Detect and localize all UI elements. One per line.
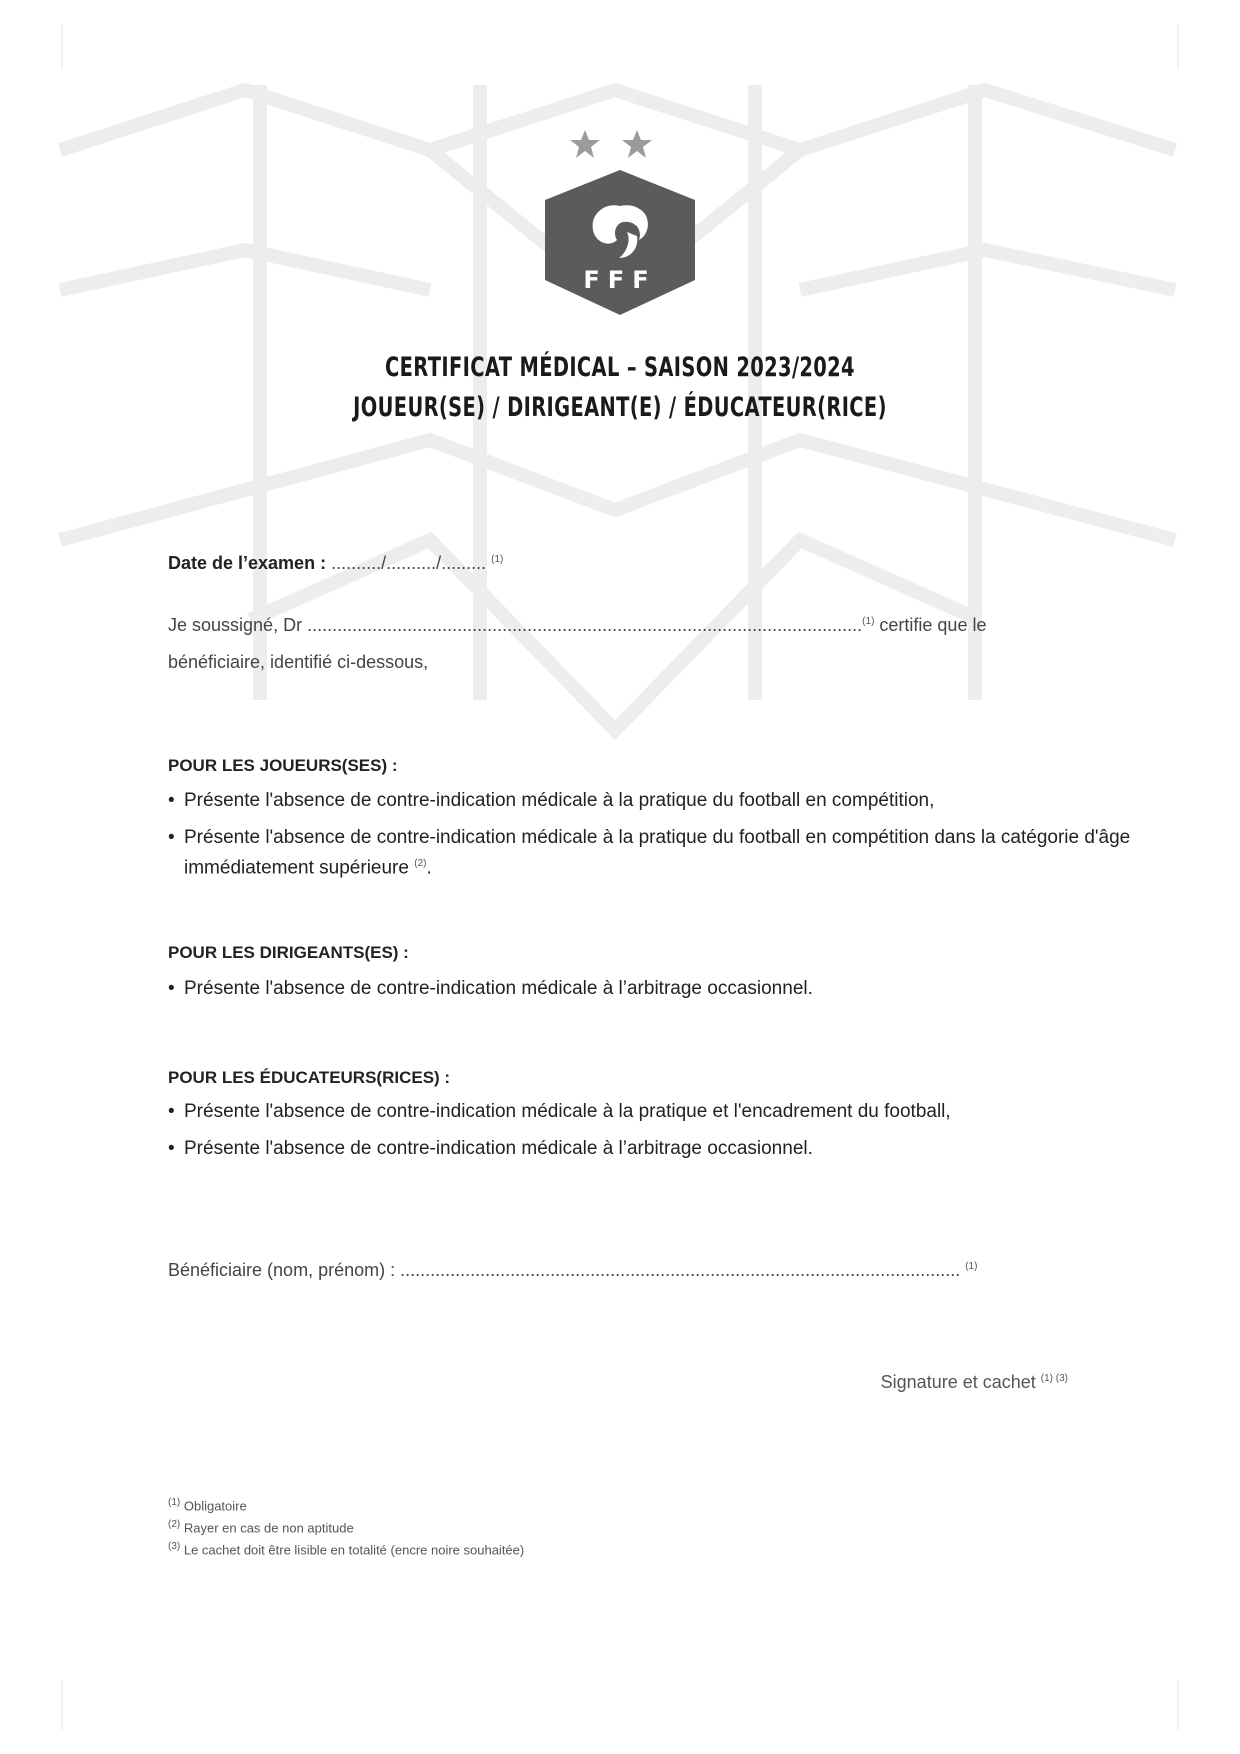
list-item-end: . <box>426 857 432 879</box>
footnote-ref: (1) <box>862 616 875 627</box>
list-item-text: Présente l'absence de contre-indication médicale à l’arbitrage occasionnel. <box>184 1138 813 1159</box>
list-item-text: Présente l'absence de contre-indication médicale à la pratique du football en compétition, <box>184 790 935 811</box>
bullet-icon: • <box>168 827 175 848</box>
declaration-start: Je soussigné, Dr <box>168 615 308 635</box>
doctor-name-field[interactable]: ............................................................................................................... <box>307 615 863 635</box>
list-item <box>168 825 1198 881</box>
beneficiary-label: Bénéficiaire (nom, prénom) : <box>168 1260 401 1280</box>
footnote <box>168 1541 524 1557</box>
declaration-line-2: bénéficiaire, identifié ci-dessous, <box>168 652 429 672</box>
section-title-educators: POUR LES ÉDUCATEURS(RICES) : <box>168 1068 451 1087</box>
bullet-icon: • <box>168 1101 175 1122</box>
footnote-number: (2) <box>168 1519 181 1530</box>
list-item-text: Présente l'absence de contre-indication médicale à la pratique du football en compétition dans la catégorie d'âge immédiatement supérieure <box>184 827 1131 879</box>
bullet-icon: • <box>168 978 175 999</box>
list-item <box>168 1099 1198 1125</box>
footnote-ref: (2) <box>414 858 427 869</box>
list-item-text: Présente l'absence de contre-indication médicale à l’arbitrage occasionnel. <box>184 978 813 999</box>
footnote-text: Rayer en cas de non aptitude <box>180 1520 354 1536</box>
list-item <box>168 1136 1198 1162</box>
list-item-text: Présente l'absence de contre-indication médicale à la pratique et l'encadrement du football, <box>184 1101 951 1122</box>
exam-date-label: Date de l’examen : <box>168 553 327 573</box>
page-subtitle: JOUEUR(SE) / DIRIGEANT(E) / ÉDUCATEUR(RICE) <box>353 392 887 423</box>
star-icon <box>622 130 652 158</box>
list-item <box>168 976 1198 1002</box>
footnote-ref: (1) <box>491 554 504 565</box>
section-title-leaders: POUR LES DIRIGEANTS(ES) : <box>168 943 409 962</box>
page-title: CERTIFICAT MÉDICAL – SAISON 2023/2024 <box>385 352 855 383</box>
beneficiary-field[interactable]: ................................................................................................................ <box>400 1260 961 1280</box>
declaration-end: certifie que le <box>874 615 987 635</box>
list-item <box>168 788 1198 814</box>
logo-text: FFF <box>583 266 657 294</box>
footnote-text: Le cachet doit être lisible en totalité (encre noire souhaitée) <box>180 1542 525 1558</box>
footnote-ref: (1) (3) <box>1040 1373 1068 1384</box>
footnote-ref: (1) <box>965 1261 978 1272</box>
exam-date-row <box>168 553 503 574</box>
bullet-icon: • <box>168 1138 175 1159</box>
signature-text: Signature et cachet <box>880 1372 1041 1392</box>
fff-logo <box>535 128 705 323</box>
footnote <box>168 1519 354 1535</box>
exam-date-field[interactable]: ........../........../......... <box>326 553 492 573</box>
bullet-icon: • <box>168 790 175 811</box>
signature-label <box>881 1372 1068 1393</box>
declaration-line-1 <box>168 615 986 636</box>
star-icon <box>570 130 600 158</box>
footnote-text: Obligatoire <box>180 1498 247 1514</box>
footnote <box>168 1497 247 1513</box>
footnote-number: (3) <box>168 1541 181 1552</box>
beneficiary-row <box>168 1260 977 1281</box>
footnote-number: (1) <box>168 1497 181 1508</box>
section-title-players: POUR LES JOUEURS(SES) : <box>168 756 398 775</box>
